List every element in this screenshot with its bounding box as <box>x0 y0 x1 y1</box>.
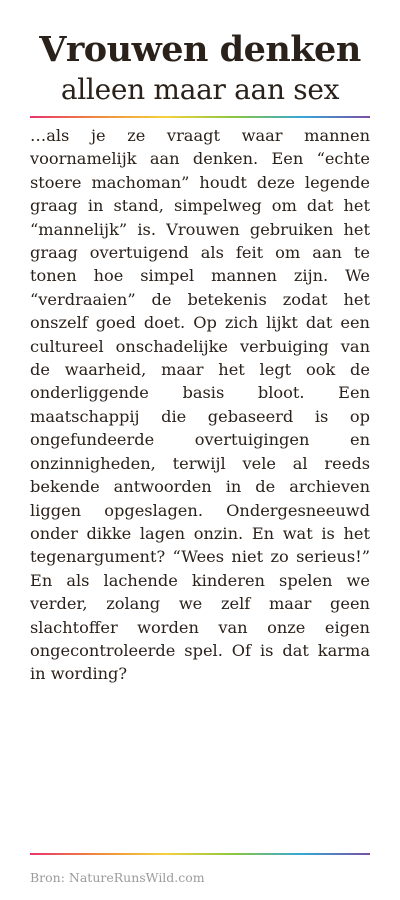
rainbow-divider-bottom <box>30 853 370 855</box>
article-body: …als je ze vraagt waar mannen voornamelijk aan denken. Een “echte stoere machoman” houdt deze legende graag in stand, simpelweg om dat het “mannelijk” is. Vrouwen gebruiken het graag overtuigend als feit om aan te tonen hoe simpel mannen zijn. We “verdraaien” de betekenis zodat het onszelf goed doet. Op zich lijkt dat een cultureel onschadelijke verbuiging van de waarheid, maar het legt ook de onderliggende basis bloot. Een maatschappij die gebaseerd is op ongefundeerde overtuigingen en onzinnigheden, terwijl vele al reeds bekende antwoorden in de archieven liggen opgeslagen. Ondergesneeuwd onder dikke lagen onzin. En wat is het tegenargument? “Wees niet zo serieus!” En als lachende kinderen spelen we verder, zolang we zelf maar geen slachtoffer worden van onze eigen ongecontroleerde spel. Of is dat karma in wording? <box>30 126 370 684</box>
source-credit: Bron: NatureRunsWild.com <box>30 870 205 885</box>
title-line-2: alleen maar aan sex <box>60 73 340 106</box>
article-title <box>30 0 370 108</box>
title-line-1: Vrouwen denken <box>39 29 361 70</box>
